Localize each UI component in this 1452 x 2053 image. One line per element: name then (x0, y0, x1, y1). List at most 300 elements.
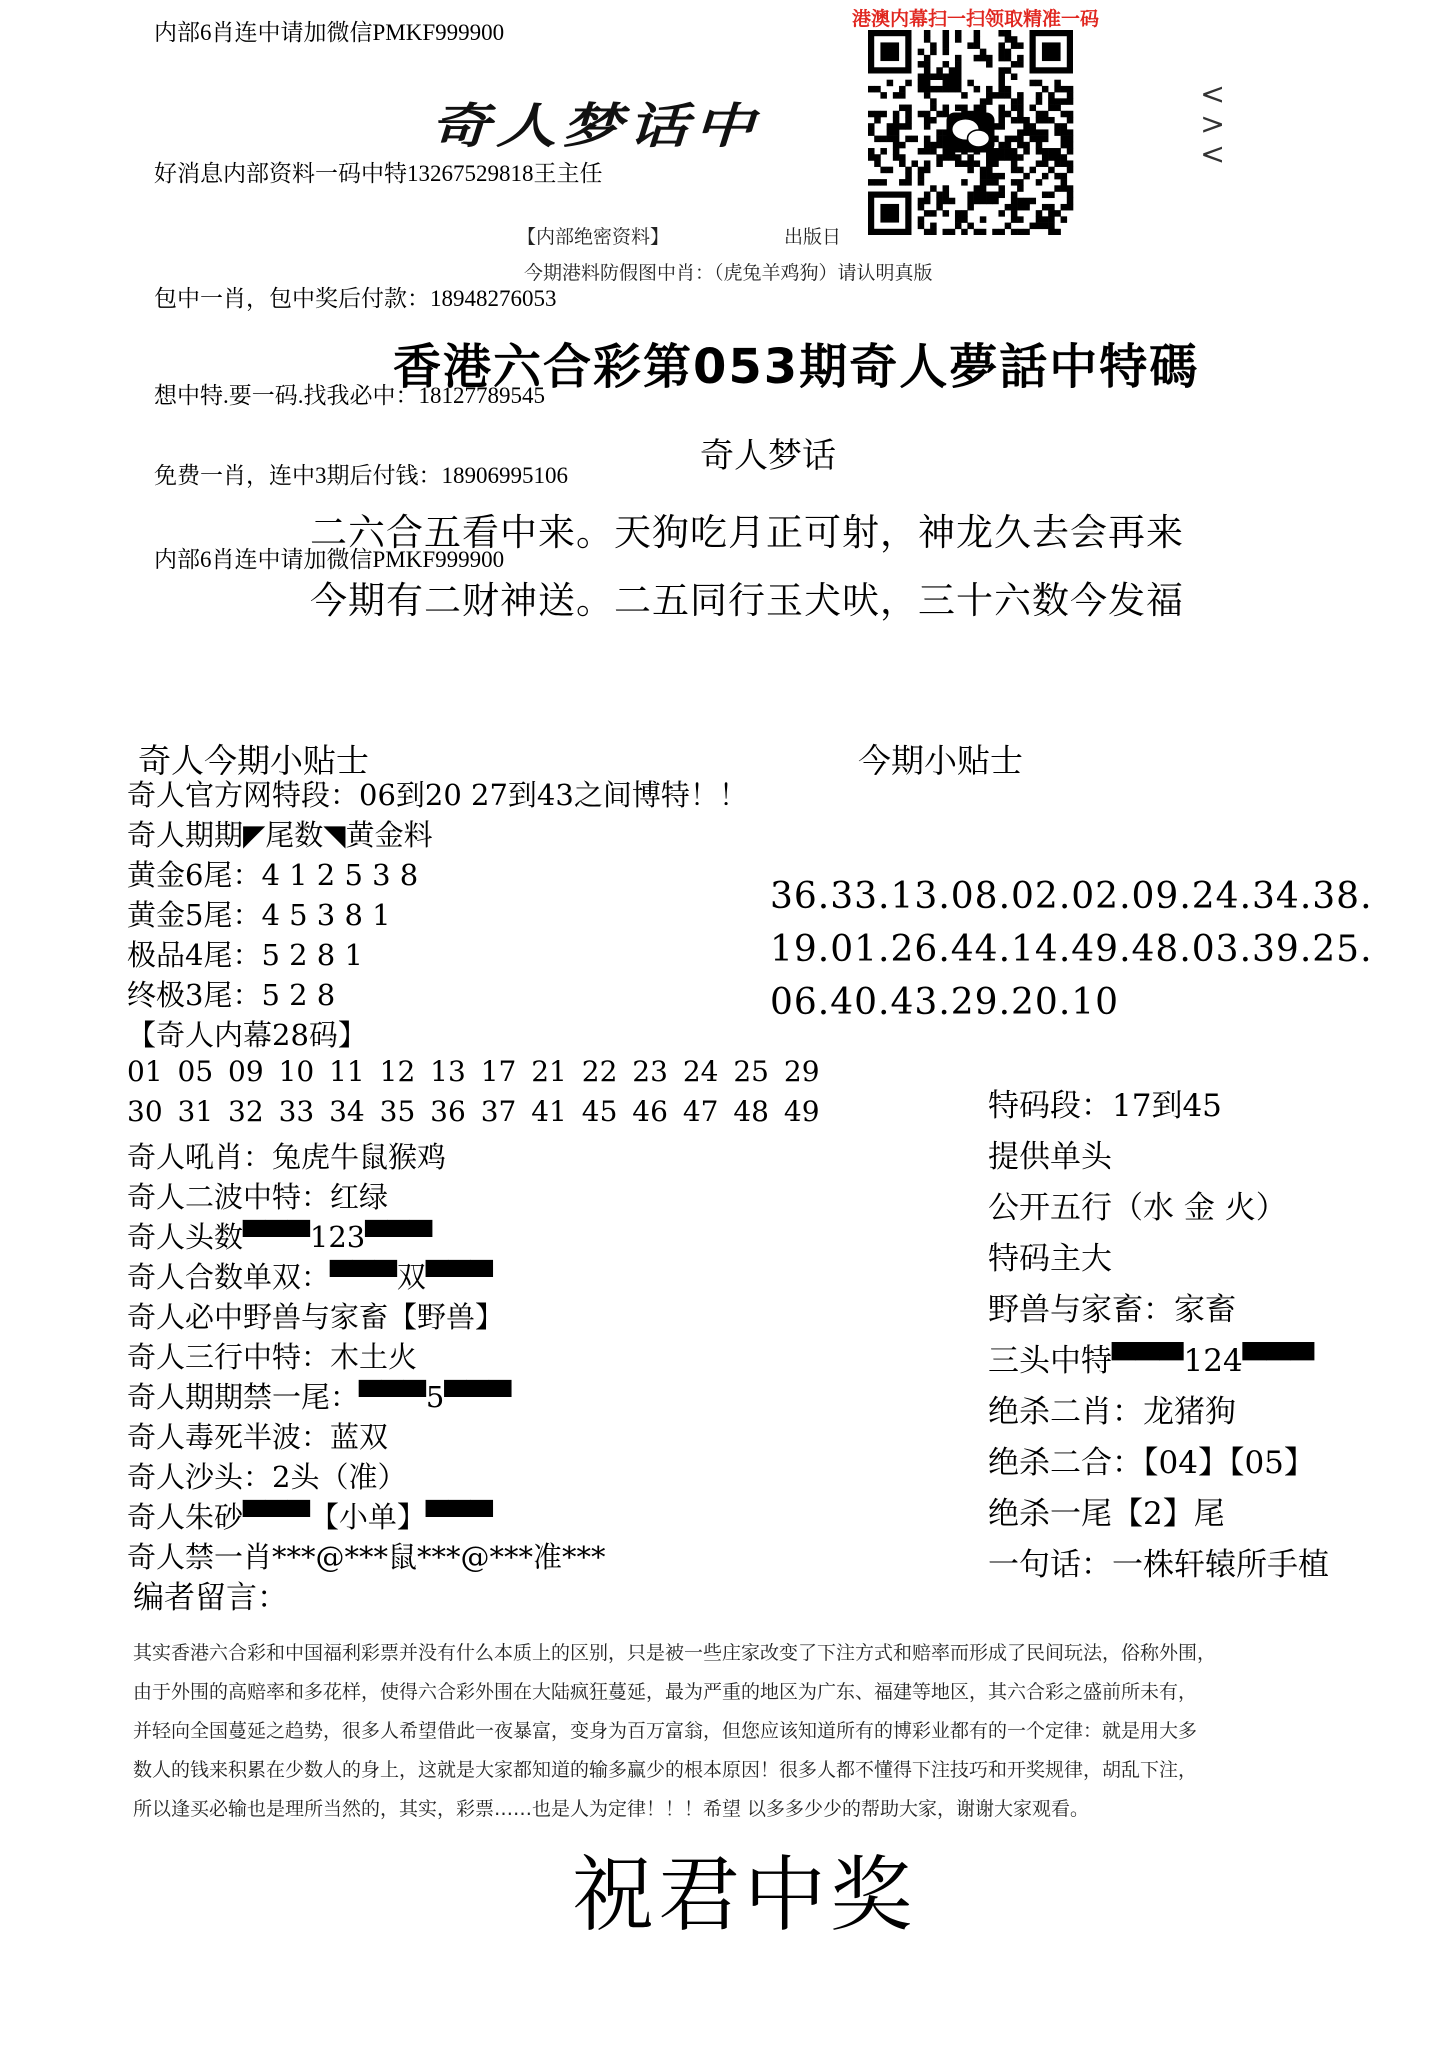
qr-module (924, 160, 931, 167)
left-item: 黄金6尾：4 1 2 5 3 8 (127, 858, 419, 892)
qr-module (893, 142, 900, 149)
right-item: 三头中特▀▀▀124▀▀▀ (988, 1343, 1315, 1379)
left-item: 奇人官方网特段：06到20 27到43之间博特！！ (127, 778, 748, 812)
qr-module (1017, 117, 1024, 124)
qr-module (967, 192, 974, 199)
qr-module (930, 142, 937, 149)
qr-module (998, 111, 1005, 118)
qr-module (930, 42, 937, 49)
qr-module (930, 49, 937, 56)
qr-module (992, 160, 999, 167)
qr-module (974, 86, 981, 93)
qr-module (986, 86, 993, 93)
left-item: 奇人三行中特：木土火 (127, 1340, 418, 1374)
qr-module (905, 117, 912, 124)
right-item: 提供单头 (988, 1139, 1112, 1175)
qr-module (1011, 148, 1018, 155)
qr-module (1067, 204, 1074, 211)
qr-module (924, 61, 931, 68)
qr-module (924, 192, 931, 199)
qr-module (961, 160, 968, 167)
qr-module (1048, 105, 1055, 112)
qr-module (930, 223, 937, 230)
qr-module (918, 49, 925, 56)
qr-module (874, 136, 881, 143)
qr-module (924, 86, 931, 93)
qr-module (955, 73, 962, 80)
qr-module (1023, 123, 1030, 130)
qr-module (1017, 42, 1024, 49)
qr-module (868, 86, 875, 93)
qr-module (986, 179, 993, 186)
qr-module (992, 92, 999, 99)
qr-module (924, 142, 931, 149)
qr-module (1067, 111, 1074, 118)
qr-module (986, 55, 993, 62)
left-column-title: 奇人今期小贴士 (138, 741, 369, 780)
numbers-row: 01 05 09 10 11 12 13 17 21 22 23 24 25 29 (127, 1055, 820, 1088)
qr-module (980, 216, 987, 223)
qr-module (1067, 148, 1074, 155)
qr-module (924, 148, 931, 155)
qr-module (1011, 160, 1018, 167)
side-mark: < (1200, 77, 1226, 112)
qr-module (924, 80, 931, 87)
qr-module (880, 179, 887, 186)
qr-module (1061, 129, 1068, 136)
qr-module (1017, 98, 1024, 105)
qr-module (930, 105, 937, 112)
qr-module (1005, 86, 1012, 93)
qr-module (980, 198, 987, 205)
qr-module (893, 136, 900, 143)
qr-module (1011, 216, 1018, 223)
qr-module (880, 92, 887, 99)
qr-module (986, 154, 993, 161)
qr-module (955, 36, 962, 43)
qr-module (1048, 216, 1055, 223)
qr-module (949, 154, 956, 161)
qr-module (1054, 148, 1061, 155)
qr-module (998, 148, 1005, 155)
side-mark: > (1200, 107, 1226, 142)
qr-module (1067, 192, 1074, 199)
qr-module (1061, 111, 1068, 118)
qr-module (1030, 80, 1037, 87)
qr-module (980, 98, 987, 105)
qr-module (924, 73, 931, 80)
qr-module (1061, 216, 1068, 223)
qr-module (887, 136, 894, 143)
qr-module (1005, 67, 1012, 74)
qr-module (1067, 167, 1074, 174)
qr-finder-pattern (1030, 30, 1073, 73)
qr-module (1011, 198, 1018, 205)
qr-module (943, 229, 950, 235)
blessing-footer: 祝君中奖 (572, 1848, 917, 1943)
qr-module (887, 167, 894, 174)
qr-module (887, 80, 894, 87)
qr-module (1054, 105, 1061, 112)
qr-module (955, 55, 962, 62)
ad-line: 好消息内部资料一码中特13267529818王主任 (154, 161, 603, 186)
qr-module (1017, 55, 1024, 62)
qr-module (874, 160, 881, 167)
qr-module (924, 123, 931, 130)
qr-module (936, 198, 943, 205)
qr-module (1042, 223, 1049, 230)
qr-module (1048, 98, 1055, 105)
qr-module (1017, 216, 1024, 223)
qr-module (1023, 117, 1030, 124)
qr-module (1061, 204, 1068, 211)
qr-module (924, 167, 931, 174)
qr-module (967, 42, 974, 49)
qr-module (1011, 36, 1018, 43)
qr-module (1042, 154, 1049, 161)
qr-module (1005, 36, 1012, 43)
qr-module (924, 55, 931, 62)
qr-module (1042, 129, 1049, 136)
qr-module (868, 154, 875, 161)
right-item: 野兽与家畜：家畜 (988, 1292, 1236, 1328)
qr-module (1048, 117, 1055, 124)
qr-module (924, 210, 931, 217)
qr-module (1011, 204, 1018, 211)
qr-module (918, 204, 925, 211)
qr-module (1011, 210, 1018, 217)
qr-module (949, 73, 956, 80)
qr-module (949, 86, 956, 93)
qr-module (1017, 105, 1024, 112)
qr-module (998, 117, 1005, 124)
qr-module (992, 173, 999, 180)
qr-module (949, 198, 956, 205)
qr-module (1005, 30, 1012, 37)
qr-module (1017, 136, 1024, 143)
qr-module (1023, 148, 1030, 155)
qr-module (899, 92, 906, 99)
qr-module (1023, 229, 1030, 235)
qr-module (998, 42, 1005, 49)
qr-module (998, 185, 1005, 192)
qr-module (1061, 98, 1068, 105)
qr-module (998, 73, 1005, 80)
qr-module (1005, 148, 1012, 155)
qr-module (930, 185, 937, 192)
qr-module (1011, 105, 1018, 112)
left-item: 终极3尾：5 2 8 (127, 978, 336, 1012)
qr-module (1067, 98, 1074, 105)
qr-module (936, 154, 943, 161)
qr-module (1054, 98, 1061, 105)
qr-module (930, 73, 937, 80)
poem-line: 二六合五看中来。天狗吃月正可射，神龙久去会再来 (310, 511, 1184, 554)
qr-module (974, 198, 981, 205)
qr-module (1061, 86, 1068, 93)
qr-module (1011, 42, 1018, 49)
qr-module (893, 117, 900, 124)
qr-module (998, 142, 1005, 149)
qr-module (924, 198, 931, 205)
left-item: 奇人期期◤尾数◥黄金料 (127, 818, 433, 852)
qr-module (967, 167, 974, 174)
qr-module (967, 204, 974, 211)
qr-module (998, 30, 1005, 37)
qr-module (986, 198, 993, 205)
qr-module (1005, 92, 1012, 99)
qr-module (880, 111, 887, 118)
qr-module (1017, 185, 1024, 192)
qr-module (943, 36, 950, 43)
qr-module (961, 216, 968, 223)
qr-module (955, 160, 962, 167)
numbers-line: 36.33.13.08.02.02.09.24.34.38. (770, 876, 1373, 917)
qr-module (918, 86, 925, 93)
qr-module (1005, 49, 1012, 56)
qr-module (1011, 192, 1018, 199)
qr-module (936, 136, 943, 143)
qr-module (893, 92, 900, 99)
qr-module (1011, 229, 1018, 235)
qr-module (1067, 86, 1074, 93)
qr-finder-pattern (868, 30, 911, 73)
qr-module (967, 198, 974, 205)
qr-module (880, 148, 887, 155)
qr-module (1061, 173, 1068, 180)
qr-module (936, 86, 943, 93)
qr-module (955, 86, 962, 93)
qr-module (943, 49, 950, 56)
qr-module (1042, 173, 1049, 180)
qr-module (1061, 123, 1068, 130)
qr-module (930, 98, 937, 105)
qr-module (986, 192, 993, 199)
qr-module (1011, 167, 1018, 174)
qr-module (893, 154, 900, 161)
qr-finder-pattern (868, 192, 911, 235)
qr-module (992, 154, 999, 161)
qr-module (1005, 136, 1012, 143)
qr-module (943, 210, 950, 217)
qr-module (986, 167, 993, 174)
qr-module (1054, 80, 1061, 87)
qr-module (930, 86, 937, 93)
qr-module (924, 67, 931, 74)
qr-module (1042, 160, 1049, 167)
qr-module (980, 173, 987, 180)
qr-module (955, 61, 962, 68)
qr-module (1054, 210, 1061, 217)
qr-module (918, 216, 925, 223)
qr-module (980, 179, 987, 186)
qr-module (967, 160, 974, 167)
left-item: 极品4尾：5 2 8 1 (127, 938, 363, 972)
qr-module (943, 80, 950, 87)
left-item: 奇人禁一肖***@***鼠***@***准*** (127, 1540, 606, 1574)
qr-module (1030, 105, 1037, 112)
right-item: 特码主大 (988, 1241, 1112, 1277)
qr-module (936, 73, 943, 80)
qr-module (992, 192, 999, 199)
qr-module (924, 111, 931, 118)
poem-title: 奇人梦话 (700, 436, 836, 476)
side-marks (1200, 77, 1226, 172)
qr-module (893, 111, 900, 118)
qr-module (1054, 123, 1061, 130)
qr-module (1048, 204, 1055, 211)
qr-module (943, 30, 950, 37)
qr-module (936, 142, 943, 149)
qr-module (899, 154, 906, 161)
qr-module (1048, 229, 1055, 235)
qr-module (974, 30, 981, 37)
qr-module (887, 123, 894, 130)
numbers-grid (770, 870, 1373, 1029)
qr-module (1061, 154, 1068, 161)
qr-module (1023, 142, 1030, 149)
qr-module (1061, 179, 1068, 186)
right-item: 特码段：17到45 (988, 1088, 1222, 1124)
right-column-title: 今期小贴士 (858, 741, 1023, 780)
qr-module (955, 210, 962, 217)
qr-module (1061, 142, 1068, 149)
qr-module (1048, 148, 1055, 155)
qr-module (1048, 154, 1055, 161)
left-item: 奇人二波中特：红绿 (127, 1180, 389, 1214)
qr-module (1036, 117, 1043, 124)
qr-module (924, 36, 931, 43)
qr-module (1005, 55, 1012, 62)
qr-module (936, 160, 943, 167)
qr-module (998, 92, 1005, 99)
poem-line: 今期有二财神送。二五同行玉犬吠，三十六数今发福 (310, 579, 1184, 622)
qr-module (961, 179, 968, 186)
qr-module (1017, 229, 1024, 235)
qr-module (1036, 98, 1043, 105)
qr-module (967, 223, 974, 230)
qr-code-graphic (840, 30, 1102, 235)
qr-module (1042, 117, 1049, 124)
qr-module (874, 117, 881, 124)
qr-module (943, 198, 950, 205)
qr-module (1036, 136, 1043, 143)
qr-module (1067, 142, 1074, 149)
qr-module (1030, 136, 1037, 143)
qr-module (924, 117, 931, 124)
qr-module (936, 111, 943, 118)
paragraph-line: 由于外围的高赔率和多花样，使得六合彩外围在大陆疯狂蔓延，最为严重的地区为广东、福建等地区，其六合彩之盛前所未有， (133, 1681, 1198, 1703)
qr-module (880, 167, 887, 174)
qr-module (1017, 61, 1024, 68)
qr-module (1017, 204, 1024, 211)
qr-module (998, 173, 1005, 180)
qr-module (918, 198, 925, 205)
qr-module (1011, 98, 1018, 105)
qr-module (918, 111, 925, 118)
qr-module (955, 67, 962, 74)
qr-module (943, 73, 950, 80)
qr-module (1017, 129, 1024, 136)
qr-module (1011, 179, 1018, 186)
qr-module (986, 160, 993, 167)
qr-caption: 港澳内幕扫一扫领取精准一码 (852, 8, 1100, 30)
qr-module (1042, 204, 1049, 211)
qr-module (1036, 148, 1043, 155)
left-item: 奇人合数单双：▀▀▀双▀▀▀ (127, 1260, 493, 1294)
qr-module (918, 80, 925, 87)
ad-line: 包中一肖，包中奖后付款：18948276053 (154, 286, 557, 311)
qr-module (874, 179, 881, 186)
right-item: 绝杀一尾【2】尾 (988, 1496, 1225, 1532)
qr-module (1030, 198, 1037, 205)
qr-module (974, 192, 981, 199)
qr-module (924, 92, 931, 99)
qr-module (943, 185, 950, 192)
editor-label: 编者留言： (133, 1580, 288, 1616)
qr-module (1036, 160, 1043, 167)
qr-module (1036, 216, 1043, 223)
qr-module (961, 229, 968, 235)
qr-module (1011, 154, 1018, 161)
qr-module (1036, 210, 1043, 217)
qr-module (949, 80, 956, 87)
qr-module (1030, 129, 1037, 136)
qr-module (998, 192, 1005, 199)
qr-module (1048, 192, 1055, 199)
paragraph-line: 所以逢买必输也是理所当然的，其实，彩票……也是人为定律！！！希望 以多多少少的帮助大家，谢谢大家观看。 (133, 1798, 1090, 1820)
qr-module (918, 167, 925, 174)
qr-module (899, 86, 906, 93)
qr-code[interactable] (840, 30, 1102, 235)
qr-module (986, 173, 993, 180)
qr-module (955, 30, 962, 37)
qr-module (1023, 204, 1030, 211)
qr-module (868, 111, 875, 118)
qr-module (1054, 160, 1061, 167)
left-item: 【奇人内幕28码】 (127, 1018, 367, 1052)
qr-module (980, 55, 987, 62)
qr-module (980, 49, 987, 56)
qr-module (1067, 136, 1074, 143)
qr-module (874, 86, 881, 93)
qr-module (1005, 111, 1012, 118)
numbers-line: 06.40.43.29.20.10 (770, 982, 1120, 1023)
qr-module (967, 154, 974, 161)
qr-module (918, 173, 925, 180)
qr-module (918, 61, 925, 68)
qr-module (998, 80, 1005, 87)
qr-module (1042, 86, 1049, 93)
qr-module (905, 173, 912, 180)
editor-paragraph (133, 1634, 1373, 1829)
qr-module (1036, 223, 1043, 230)
sub-header-right: 出版日 (784, 226, 842, 248)
qr-module (961, 210, 968, 217)
qr-module (899, 123, 906, 130)
qr-module (943, 154, 950, 161)
qr-module (943, 61, 950, 68)
qr-module (868, 123, 875, 130)
side-mark: < (1200, 137, 1226, 172)
qr-module (1036, 111, 1043, 118)
qr-module (1017, 167, 1024, 174)
qr-module (1042, 111, 1049, 118)
qr-module (936, 67, 943, 74)
qr-module (980, 167, 987, 174)
qr-module (1023, 173, 1030, 180)
left-item: 奇人吼肖：兔虎牛鼠猴鸡 (127, 1140, 447, 1174)
